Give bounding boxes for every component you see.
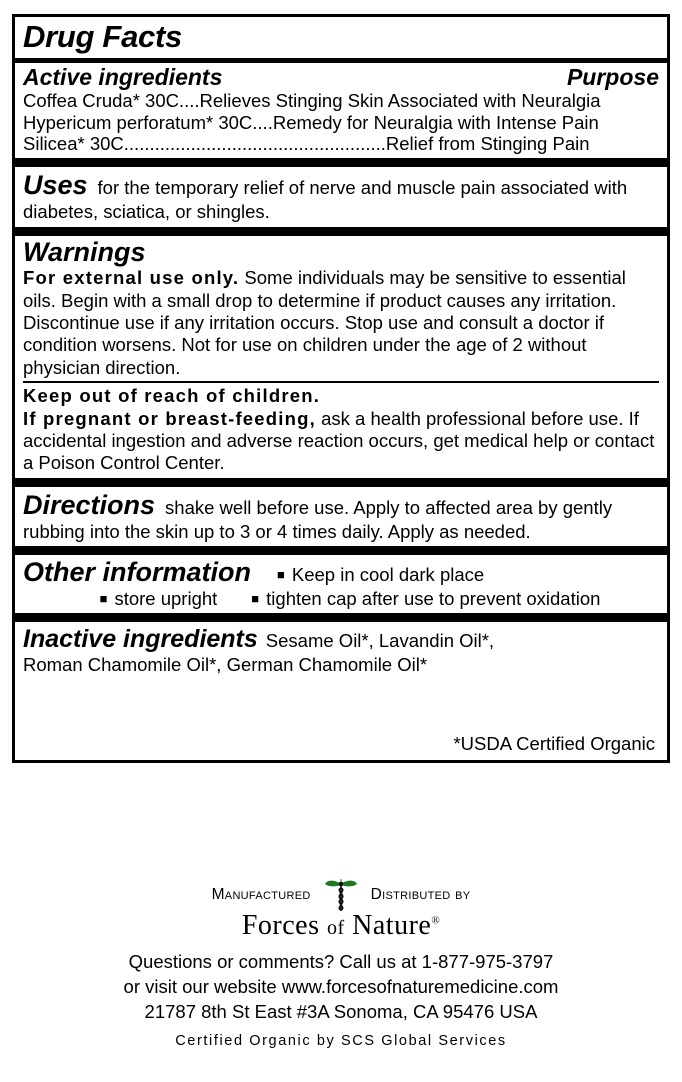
active-ingredients-heading: Active ingredients (23, 64, 223, 91)
divider (15, 478, 667, 487)
active-ingredients-header (23, 65, 659, 90)
contact-website-line: or visit our website www.forcesofnaturemedicine.com (123, 975, 559, 997)
warnings-external-use (23, 267, 659, 379)
directions-section (15, 487, 667, 547)
keep-out-of-reach: Keep out of reach of children. (23, 385, 321, 407)
manufactured-label: Manufactured (211, 886, 311, 903)
brand-nature: Nature (352, 910, 432, 941)
active-ingredient-line: Silicea* 30C...................................................Relief from Stinging Pain (23, 133, 590, 155)
warnings-pregnant (23, 408, 659, 475)
page-title: Drug Facts (23, 19, 182, 54)
external-use-text: Some individuals may be sensitive to essential oils. Begin with a small drop to determine if product causes any irritation. Discontinue use if any irritation occurs. Stop use and consult a doctor if condition worsens. Not for use on children under the age of 2 without physician direction. (23, 267, 626, 378)
divider (15, 613, 667, 622)
other-information-section (15, 555, 667, 613)
drug-facts-panel (12, 14, 670, 763)
certification-line: Certified Organic by SCS Global Services (175, 1032, 507, 1049)
warnings-section (15, 236, 667, 478)
uses-section (15, 167, 667, 227)
brand-name (0, 910, 682, 942)
uses-heading: Uses (23, 169, 88, 200)
directions-heading: Directions (23, 489, 156, 520)
other-info-bullet-cool-dark: ■ Keep in cool dark place (277, 564, 484, 586)
other-info-bullet-tighten-cap: ■ tighten cap after use to prevent oxidation (251, 588, 600, 610)
inactive-ingredients-section (15, 622, 667, 759)
inactive-ingredients-heading: Inactive ingredients (23, 625, 258, 654)
pregnant-text: ask a health professional before use. If accidental ingestion and adverse reaction occurs, get medical help or contact a Poison Control Center. (23, 407, 655, 474)
caduceus-logo-icon (319, 878, 363, 912)
divider (23, 381, 659, 383)
active-ingredient-line: Hypericum perforatum* 30C....Remedy for Neuralgia with Intense Pain (23, 111, 599, 133)
inactive-line-2: Roman Chamomile Oil*, German Chamomile Oil* (23, 654, 428, 676)
manufacturer-line (0, 878, 682, 912)
contact-phone-line: Questions or comments? Call us at 1-877-975-3797 (128, 951, 554, 972)
warnings-heading: Warnings (23, 236, 146, 267)
other-information-bullets (23, 588, 659, 610)
contact-block (0, 950, 682, 1025)
title-section (15, 17, 667, 58)
divider (15, 227, 667, 236)
other-info-bullet-store-upright: ■ store upright (100, 588, 218, 610)
active-ingredients-section (15, 63, 667, 158)
directions-block (23, 489, 659, 544)
directions-text: shake well before use. Apply to affected area by gently rubbing into the skin up to 3 or 4 times daily. Apply as needed. (23, 496, 613, 543)
divider (15, 158, 667, 167)
contact-address-line: 21787 8th St East #3A Sonoma, CA 95476 USA (144, 1000, 538, 1022)
pregnant-bold: If pregnant or breast-feeding, (23, 407, 316, 429)
other-information-heading: Other information (23, 557, 251, 588)
other-information-header (23, 557, 659, 588)
usda-organic-note: *USDA Certified Organic (453, 732, 655, 754)
uses-text: for the temporary relief of nerve and muscle pain associated with diabetes, sciatica, or shingles. (23, 176, 628, 223)
inactive-line-1: Sesame Oil*, Lavandin Oil*, (265, 630, 495, 652)
brand-forces: Forces (241, 910, 320, 941)
purpose-heading: Purpose (566, 64, 659, 91)
inactive-ingredients-block (23, 624, 659, 676)
uses-block (23, 169, 659, 224)
footer (0, 878, 682, 1049)
divider (15, 546, 667, 555)
active-ingredient-line: Coffea Cruda* 30C....Relieves Stinging Skin Associated with Neuralgia (23, 90, 601, 112)
brand-registered-icon: ® (431, 914, 441, 927)
external-use-bold: For external use only. (23, 267, 240, 289)
brand-of: of (326, 917, 345, 939)
spacer (23, 677, 659, 733)
distributed-by-label: Distributed by (370, 886, 471, 903)
